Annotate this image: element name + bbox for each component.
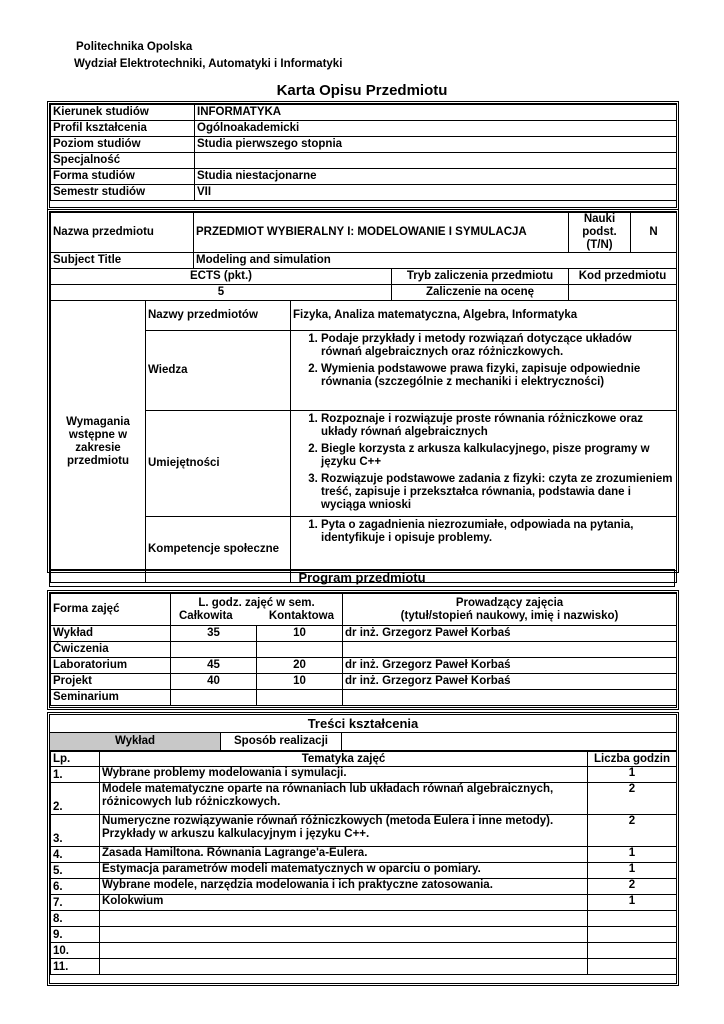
info-row: [51, 137, 677, 153]
tresci-temat: Wybrane problemy modelowania i symulacji.: [100, 767, 588, 783]
col-lp-header: Lp.: [51, 752, 100, 767]
info-value: VII: [195, 185, 677, 201]
kod-value: [569, 285, 677, 301]
col-godz-header: [171, 594, 343, 626]
subject-name-label: Nazwa przedmiotu: [51, 213, 194, 253]
tresci-row: [51, 847, 677, 863]
program-kontaktowa: [257, 690, 343, 706]
tryb-value: Zaliczenie na ocenę: [392, 285, 569, 301]
tresci-lp: 4.: [51, 847, 100, 863]
program-kontaktowa: 10: [257, 674, 343, 690]
tresci-lp: 10.: [51, 943, 100, 959]
requirement-item: 3. Rozwiązuje podstawowe zadania z fizyki: czyta ze zrozumieniem treść, zapisuje i przekształca równania, podstawia dane i wyciąga wnioski: [321, 473, 674, 512]
program-calkowita: 35: [171, 626, 257, 642]
nauki-label: Nauki podst. (T/N): [569, 213, 631, 253]
subject-name-value: PRZEDMIOT WYBIERALNY I: MODELOWANIE I SYMULACJA: [194, 213, 569, 253]
tresci-title: Treści kształcenia: [50, 715, 676, 733]
tresci-row: [51, 911, 677, 927]
requirement-item: 1. Pyta o zagadnienia niezrozumiałe, odpowiada na pytania, identyfikuje i opisuje problemy.: [321, 519, 674, 545]
tresci-temat: [100, 943, 588, 959]
info-value: Studia niestacjonarne: [195, 169, 677, 185]
tresci-godziny: [588, 927, 677, 943]
tresci-lp: 1.: [51, 767, 100, 783]
program-calkowita: [171, 642, 257, 658]
info-value: [195, 153, 677, 169]
info-value: INFORMATYKA: [195, 105, 677, 121]
col-godz-label: L. godz. zajęć w sem.: [198, 596, 315, 609]
program-title: Program przedmiotu: [49, 569, 675, 587]
tresci-section: [47, 712, 679, 986]
umiejetnosci-list-cell: [291, 411, 677, 517]
tresci-row: [51, 895, 677, 911]
tresci-temat: [100, 959, 588, 975]
requirement-item: 1. Rozpoznaje i rozwiązuje proste równania różniczkowe oraz układy równań algebraicznych: [321, 413, 674, 439]
study-info-table: [50, 104, 677, 201]
program-prowadzacy: [343, 690, 677, 706]
tresci-temat: [100, 911, 588, 927]
umiejetnosci-label: Umiejętności: [146, 411, 291, 517]
program-calkowita: [171, 690, 257, 706]
tresci-table: [50, 751, 677, 975]
info-value: Studia pierwszego stopnia: [195, 137, 677, 153]
tresci-godziny: [588, 959, 677, 975]
nazwy-value: Fizyka, Analiza matematyczna, Algebra, Informatyka: [291, 301, 677, 331]
info-row: [51, 169, 677, 185]
faculty-name: Wydział Elektrotechniki, Automatyki i Informatyki: [74, 58, 343, 70]
program-prowadzacy: [343, 642, 677, 658]
program-kontaktowa: 10: [257, 626, 343, 642]
info-row: [51, 185, 677, 201]
tresci-godziny: 2: [588, 783, 677, 815]
tresci-temat: Numeryczne rozwiązywanie równań różniczkowych (metoda Eulera i inne metody). Przykłady w arkuszu kalkulacyjnym i języku C++.: [100, 815, 588, 847]
tresci-lp: 5.: [51, 863, 100, 879]
tresci-temat: Zasada Hamiltona. Równania Lagrange'a-Eulera.: [100, 847, 588, 863]
tresci-godziny: [588, 943, 677, 959]
wyklad-label: Wykład: [114, 735, 156, 747]
wiedza-label: Wiedza: [146, 331, 291, 411]
kompetencje-list: [293, 519, 674, 545]
subject-table: [50, 212, 677, 583]
ects-label: ECTS (pkt.): [51, 269, 392, 285]
sposob-label: Sposób realizacji: [220, 733, 341, 750]
subject-title-label: Subject Title: [51, 253, 194, 269]
program-prowadzacy: dr inż. Grzegorz Paweł Korbaś: [343, 674, 677, 690]
kod-label: Kod przedmiotu: [569, 269, 677, 285]
tresci-temat: Kolokwium: [100, 895, 588, 911]
tresci-row: [51, 767, 677, 783]
university-name: Politechnika Opolska: [76, 41, 193, 53]
wiedza-list: [293, 333, 674, 389]
tresci-godziny: 1: [588, 863, 677, 879]
program-section: [47, 590, 679, 710]
requirement-item: 2. Biegle korzysta z arkusza kalkulacyjnego, pisze programy w języku C++: [321, 443, 674, 469]
tresci-lp: 8.: [51, 911, 100, 927]
info-value: Ogólnoakademicki: [195, 121, 677, 137]
requirement-item: 1. Podaje przykłady i metody rozwiązań dotyczące układów równań algebraicznych oraz różniczkowych.: [321, 333, 674, 359]
program-forma: Projekt: [51, 674, 171, 690]
tresci-row: [51, 815, 677, 847]
document-title: Karta Opisu Przedmiotu: [276, 82, 448, 99]
tresci-lp: 2.: [51, 783, 100, 815]
col-prow-sublabel: (tytuł/stopień naukowy, imię i nazwisko): [400, 609, 619, 622]
tresci-temat: Wybrane modele, narzędzia modelowania i ich praktyczne zatosowania.: [100, 879, 588, 895]
tresci-godziny: [588, 911, 677, 927]
tresci-lp: 11.: [51, 959, 100, 975]
col-prow-label: Prowadzący zajęcia: [455, 596, 564, 609]
tresci-godziny: 1: [588, 895, 677, 911]
program-prowadzacy: dr inż. Grzegorz Paweł Korbaś: [343, 626, 677, 642]
program-row: [51, 642, 677, 658]
tresci-lp: 3.: [51, 815, 100, 847]
col-forma-header: Forma zajęć: [51, 594, 171, 626]
kompetencje-label: Kompetencje społeczne: [146, 517, 291, 583]
tresci-row: [51, 959, 677, 975]
info-label: Profil kształcenia: [51, 121, 195, 137]
tresci-row: [51, 863, 677, 879]
tresci-row: [51, 943, 677, 959]
tresci-row: [51, 879, 677, 895]
tresci-lp: 9.: [51, 927, 100, 943]
col-calk-header: Całkowita: [179, 609, 233, 622]
col-godz-subheaders: [173, 610, 340, 623]
study-info-section: [47, 101, 679, 210]
tresci-lp: 6.: [51, 879, 100, 895]
col-temat-header: Tematyka zajęć: [100, 752, 588, 767]
tresci-godziny: 2: [588, 815, 677, 847]
program-kontaktowa: [257, 642, 343, 658]
nazwy-label: Nazwy przedmiotów: [146, 301, 291, 331]
program-row: [51, 674, 677, 690]
program-forma: Ćwiczenia: [51, 642, 171, 658]
tresci-temat: Estymacja parametrów modeli matematycznych w oparciu o pomiary.: [100, 863, 588, 879]
requirement-item: 2. Wymienia podstawowe prawa fizyki, zapisuje odpowiednie równania (szczególnie z mechaniki i elektryczności): [321, 363, 674, 389]
info-label: Specjalność: [51, 153, 195, 169]
sposob-value: [342, 733, 676, 750]
requirements-group-label: Wymagania wstępne w zakresie przedmiotu: [51, 301, 146, 583]
tresci-godziny: 2: [588, 879, 677, 895]
tryb-label: Tryb zaliczenia przedmiotu: [392, 269, 569, 285]
program-kontaktowa: 20: [257, 658, 343, 674]
info-label: Semestr studiów: [51, 185, 195, 201]
tresci-godziny: 1: [588, 847, 677, 863]
program-forma: Laboratorium: [51, 658, 171, 674]
tresci-godziny: 1: [588, 767, 677, 783]
program-row: [51, 658, 677, 674]
nauki-value: N: [631, 213, 677, 253]
program-forma: Wykład: [51, 626, 171, 642]
col-prow-header: [343, 594, 677, 626]
umiejetnosci-list: [293, 413, 674, 512]
info-label: Forma studiów: [51, 169, 195, 185]
program-forma: Seminarium: [51, 690, 171, 706]
ects-value: 5: [51, 285, 392, 301]
info-label: Poziom studiów: [51, 137, 195, 153]
wyklad-realizacja-row: [50, 733, 676, 751]
info-row: [51, 121, 677, 137]
program-table: [50, 593, 677, 706]
subject-section: [47, 209, 679, 573]
wyklad-label-cell: [50, 733, 220, 750]
tresci-row: [51, 783, 677, 815]
info-row: [51, 105, 677, 121]
program-row: [51, 690, 677, 706]
tresci-temat: [100, 927, 588, 943]
info-row: [51, 153, 677, 169]
info-label: Kierunek studiów: [51, 105, 195, 121]
program-calkowita: 40: [171, 674, 257, 690]
tresci-temat: Modele matematyczne oparte na równaniach lub układach równań algebraicznych, różnicowych lub różniczkowych.: [100, 783, 588, 815]
tresci-row: [51, 927, 677, 943]
program-row: [51, 626, 677, 642]
col-godziny-header: Liczba godzin: [588, 752, 677, 767]
wiedza-list-cell: [291, 331, 677, 411]
program-calkowita: 45: [171, 658, 257, 674]
program-prowadzacy: dr inż. Grzegorz Paweł Korbaś: [343, 658, 677, 674]
subject-title-value: Modeling and simulation: [194, 253, 677, 269]
col-kont-header: Kontaktowa: [268, 609, 335, 622]
tresci-lp: 7.: [51, 895, 100, 911]
